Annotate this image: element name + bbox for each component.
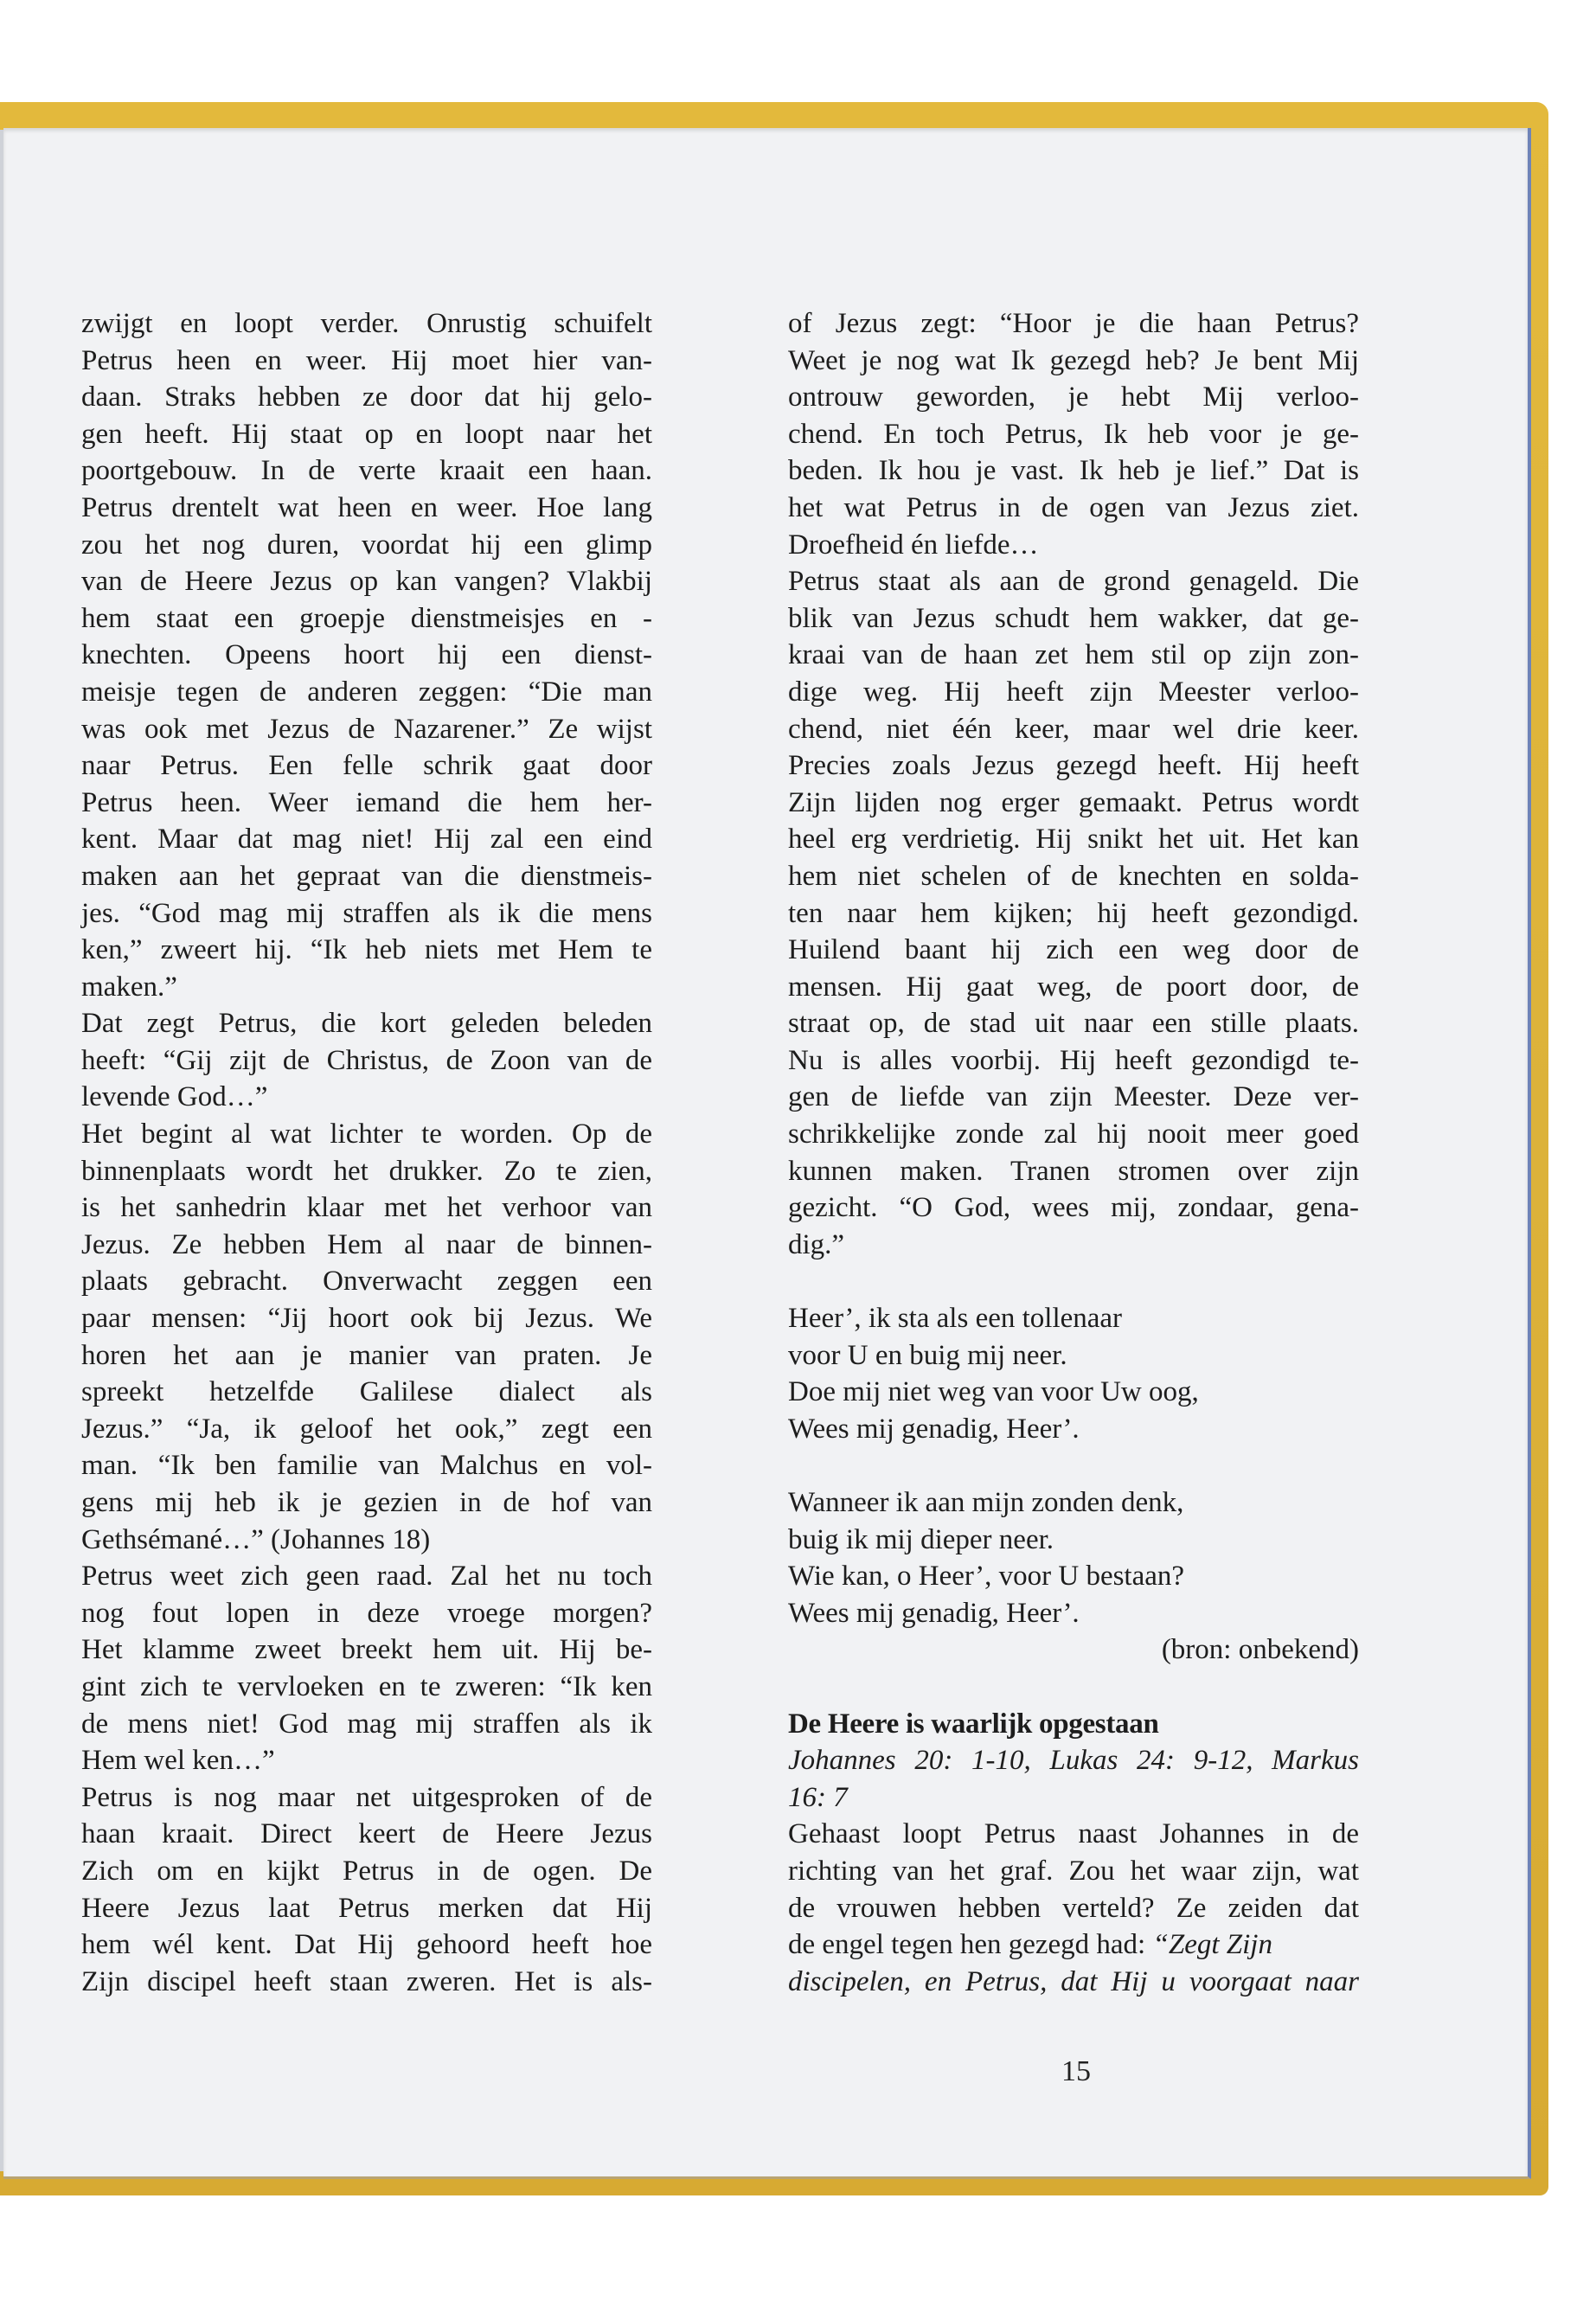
text-line: plaats gebracht. Onverwacht zeggen een <box>81 1266 652 1298</box>
text-line: horen het aan je manier van praten. Je <box>81 1339 652 1371</box>
text-line: Zijn lijden nog erger gemaakt. Petrus wordt <box>788 786 1359 818</box>
poem-stanza-1 <box>788 1300 1359 1447</box>
section-heading: De Heere is waarlijk opgestaan <box>788 1708 1159 1740</box>
text-line: gint zich te vervloeken en te zweren: “Ik ken <box>81 1670 652 1702</box>
text-line: chend, niet één keer, maar wel drie keer. <box>788 713 1359 745</box>
text-line: Gethsémané…” (Johannes 18) <box>81 1523 431 1555</box>
reference-line: 16: 7 <box>788 1781 848 1813</box>
right-column-text <box>788 305 1359 1263</box>
text-line: Huilend baant hij zich een weg door de <box>788 934 1359 966</box>
text-line: gen heeft. Hij staat op en loopt naar het <box>81 418 652 450</box>
text-line: maken aan het gepraat van die dienstmeis- <box>81 860 652 892</box>
text-line: Petrus staat als aan de grond genageld. Die <box>788 566 1359 598</box>
text-line: Droefheid én liefde… <box>788 529 1039 561</box>
text-line: of Jezus zegt: “Hoor je die haan Petrus? <box>788 308 1359 339</box>
page-number: 15 <box>1061 2055 1091 2087</box>
text-line: het wat Petrus in de ogen van Jezus ziet. <box>788 491 1359 523</box>
text-line: Gehaast loopt Petrus naast Johannes in de <box>788 1818 1359 1850</box>
poem-stanza-2 <box>788 1484 1359 1631</box>
spacer <box>788 1263 1359 1300</box>
text-line: heeft: “Gij zijt de Christus, de Zoon van de <box>81 1044 652 1076</box>
text-line: gen de liefde van zijn Meester. Deze ver- <box>788 1081 1359 1113</box>
text-line: Weet je nog wat Ik gezegd heb? Je bent Mij <box>788 344 1359 376</box>
text-line: Precies zoals Jezus gezegd heeft. Hij heeft <box>788 750 1359 782</box>
text-line: Petrus heen. Weer iemand die hem her- <box>81 786 652 818</box>
text-line: Dat zegt Petrus, die kort geleden beleden <box>81 1008 652 1040</box>
text-line: Het klamme zweet breekt hem uit. Hij be- <box>81 1634 652 1666</box>
text-line: hem niet schelen of de knechten en solda- <box>788 860 1359 892</box>
text-line: Petrus weet zich geen raad. Zal het nu toch <box>81 1561 652 1593</box>
poem-source: (bron: onbekend) <box>1161 1634 1359 1666</box>
text-line: zwijgt en loopt verder. Onrustig schuifelt <box>81 308 652 339</box>
text-line: chend. En toch Petrus, Ik heb voor je ge- <box>788 418 1359 450</box>
text-line: haan kraait. Direct keert de Heere Jezus <box>81 1818 652 1850</box>
text-line: richting van het graf. Zou het waar zijn, wat <box>788 1855 1359 1887</box>
text-line: blik van Jezus schudt hem wakker, dat ge- <box>788 602 1359 634</box>
poem-line: Heer’, ik sta als een tollenaar <box>788 1303 1123 1335</box>
text-line: poortgebouw. In de verte kraait een haan. <box>81 455 652 487</box>
text-line: Petrus heen en weer. Hij moet hier van- <box>81 344 652 376</box>
text-line: maken.” <box>81 971 177 1003</box>
text-line: Nu is alles voorbij. Hij heeft gezondigd te- <box>788 1044 1359 1076</box>
text-line: Zich om en kijkt Petrus in de ogen. De <box>81 1855 652 1887</box>
text-line: beden. Ik hou je vast. Ik heb je lief.” Dat is <box>788 455 1359 487</box>
reference-line: Johannes 20: 1-10, Lukas 24: 9-12, Markus <box>788 1745 1359 1777</box>
text-line: Heere Jezus laat Petrus merken dat Hij <box>81 1892 652 1924</box>
poem-line: buig ik mij dieper neer. <box>788 1523 1054 1555</box>
right-column-text-2 <box>788 1816 1359 2000</box>
text-line: Petrus is nog maar net uitgesproken of de <box>81 1781 652 1813</box>
poem-line: Wie kan, o Heer’, voor U bestaan? <box>788 1561 1185 1593</box>
scripture-references <box>788 1742 1359 1816</box>
text-line: naar Petrus. Een felle schrik gaat door <box>81 750 652 782</box>
text-line: schrikkelijke zonde zal hij nooit meer goed <box>788 1118 1359 1150</box>
text-line: Zijn discipel heeft staan zweren. Het is als- <box>81 1965 652 1997</box>
text-line: ontrouw geworden, je hebt Mij verloo- <box>788 381 1359 413</box>
text-line: Het begint al wat lichter te worden. Op de <box>81 1118 652 1150</box>
text-line: meisje tegen de anderen zeggen: “Die man <box>81 676 652 708</box>
text-line: hem staat een groepje dienstmeisjes en - <box>81 602 652 634</box>
poem-line: Wanneer ik aan mijn zonden denk, <box>788 1487 1184 1518</box>
text-line: heel erg verdrietig. Hij snikt het uit. Het kan <box>788 824 1359 856</box>
right-column <box>788 305 1359 2000</box>
text-line: van de Heere Jezus op kan vangen? Vlakbij <box>81 566 652 598</box>
quote-line: discipelen, en Petrus, dat Hij u voorgaat naar <box>788 1965 1359 1997</box>
text-line: jes. “God mag mij straffen als ik die mens <box>81 897 652 929</box>
text-line: Jezus.” “Ja, ik geloof het ook,” zegt een <box>81 1413 652 1445</box>
text-line: dige weg. Hij heeft zijn Meester verloo- <box>788 676 1359 708</box>
text-line: man. “Ik ben familie van Malchus en vol- <box>81 1450 652 1482</box>
spacer <box>788 1669 1359 1706</box>
text-line: kunnen maken. Tranen stromen over zijn <box>788 1155 1359 1187</box>
left-column <box>81 305 652 2000</box>
text-line: mensen. Hij gaat weg, de poort door, de <box>788 971 1359 1003</box>
poem-line: voor U en buig mij neer. <box>788 1339 1067 1371</box>
text-line: kraai van de haan zet hem stil op zijn zon- <box>788 639 1359 671</box>
text-line: ken,” zweert hij. “Ik heb niets met Hem te <box>81 934 652 966</box>
poem-line: Doe mij niet weg van voor Uw oog, <box>788 1376 1199 1408</box>
poem-line: Wees mij genadig, Heer’. <box>788 1597 1080 1629</box>
text-line: straat op, de stad uit naar een stille plaats. <box>788 1008 1359 1040</box>
text-line: gens mij heb ik je gezien in de hof van <box>81 1487 652 1518</box>
text-fragment: de engel tegen hen gezegd had: <box>788 1929 1153 1961</box>
text-line: spreekt hetzelfde Galilese dialect als <box>81 1376 652 1408</box>
book-page <box>3 128 1531 2179</box>
text-line: ten naar hem kijken; hij heeft gezondigd. <box>788 897 1359 929</box>
text-line: paar mensen: “Jij hoort ook bij Jezus. We <box>81 1303 652 1335</box>
text-line: is het sanhedrin klaar met het verhoor van <box>81 1192 652 1224</box>
text-line <box>788 1926 1359 1964</box>
text-line: knechten. Opeens hoort hij een dienst- <box>81 639 652 671</box>
text-line: gezicht. “O God, wees mij, zondaar, gena- <box>788 1192 1359 1224</box>
text-line: zou het nog duren, voordat hij een glimp <box>81 529 652 561</box>
spacer <box>788 1447 1359 1484</box>
text-line: levende God…” <box>81 1081 268 1113</box>
poem-line: Wees mij genadig, Heer’. <box>788 1413 1080 1445</box>
text-line: Petrus drentelt wat heen en weer. Hoe lang <box>81 491 652 523</box>
quote-fragment: “Zegt Zijn <box>1152 1929 1272 1961</box>
text-line: daan. Straks hebben ze door dat hij gelo- <box>81 381 652 413</box>
text-line: nog fout lopen in deze vroege morgen? <box>81 1597 652 1629</box>
text-line: kent. Maar dat mag niet! Hij zal een eind <box>81 824 652 856</box>
text-line: was ook met Jezus de Nazarener.” Ze wijst <box>81 713 652 745</box>
text-line: binnenplaats wordt het drukker. Zo te zien, <box>81 1155 652 1187</box>
text-line: Hem wel ken…” <box>81 1745 275 1777</box>
text-line: de mens niet! God mag mij straffen als ik <box>81 1708 652 1740</box>
text-line: Jezus. Ze hebben Hem al naar de binnen- <box>81 1228 652 1260</box>
text-line: dig.” <box>788 1228 845 1260</box>
text-line: de vrouwen hebben verteld? Ze zeiden dat <box>788 1892 1359 1924</box>
text-line: hem wél kent. Dat Hij gehoord heeft hoe <box>81 1929 652 1961</box>
